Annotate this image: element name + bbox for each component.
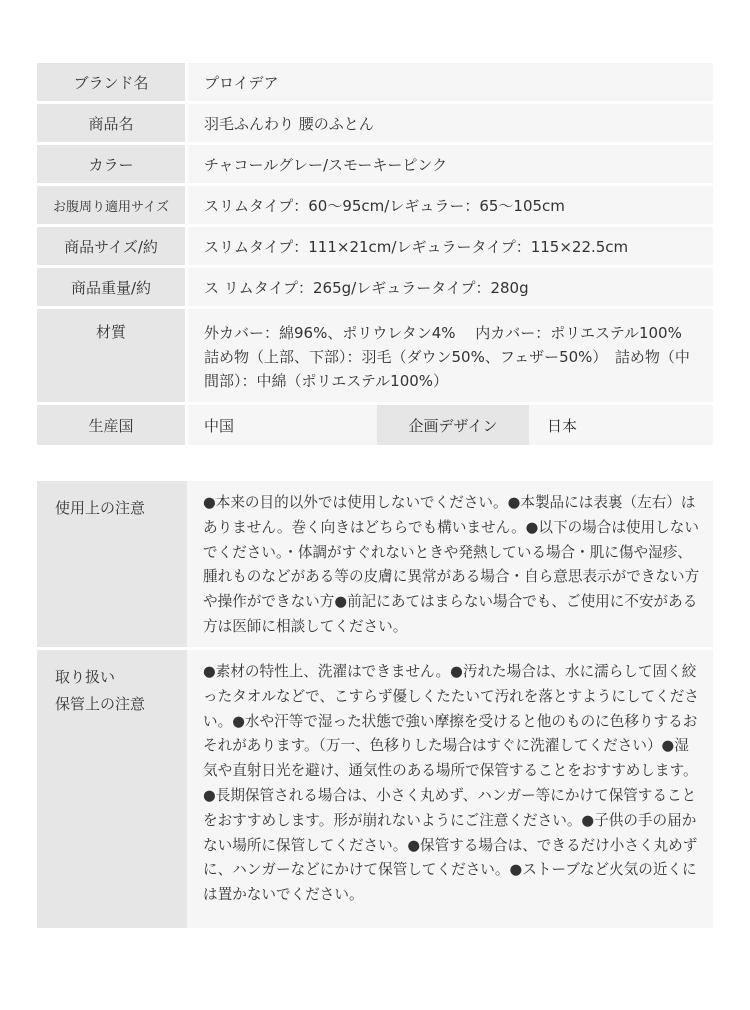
spec-label-design: 企画デザイン (377, 405, 529, 445)
spec-value-weight: ス リムタイプ：265g/レギュラータイプ：280g (188, 268, 713, 306)
spec-label-product-size: 商品サイズ/約 (37, 227, 185, 265)
spec-row-color (37, 145, 713, 183)
spec-row-material (37, 309, 713, 402)
spec-label-brand: ブランド名 (37, 63, 185, 101)
spec-label-color: カラー (37, 145, 185, 183)
spec-row-origin (37, 405, 713, 445)
note-label-storage-line1: 取り扱い (55, 668, 116, 686)
note-label-storage (37, 650, 187, 928)
spec-value-design: 日本 (529, 405, 713, 445)
note-label-storage-line2: 保管上の注意 (55, 695, 146, 713)
spec-value-material: 外カバー：綿96%、ポリウレタン4% 内カバー：ポリエステル100% 詰め物（上部、下部）：羽毛（ダウン50%、フェザー50%） 詰め物（中間部）：中綿（ポリエステル100%） (188, 309, 713, 402)
spec-label-material: 材質 (37, 309, 185, 402)
notes-table (37, 481, 713, 928)
spec-value-origin: 中国 (188, 405, 377, 445)
spec-row-product-name (37, 104, 713, 142)
spec-row-product-size (37, 227, 713, 265)
spec-row-brand (37, 63, 713, 101)
note-label-usage-line1: 使用上の注意 (55, 499, 146, 517)
spec-row-weight (37, 268, 713, 306)
note-label-usage (37, 481, 187, 647)
note-text-usage: ●本来の目的以外では使用しないでください。●本製品には表裏（左右）はありません。巻く向きはどちらでも構いません。●以下の場合は使用しないでください。・体調がすぐれないときや発熱している場合・肌に傷や湿疹、腫れものなどがある等の皮膚に異常がある場合・自ら意思表示ができない方や操作ができない方●前記にあてはまらない場合でも、ご使用に不安がある方は医師に相談してください。 (187, 481, 713, 647)
note-text-storage: ●素材の特性上、洗濯はできません。●汚れた場合は、水に濡らして固く絞ったタオルなどで、こすらず優しくたたいて汚れを落とすようにしてください。●水や汗等で湿った状態で強い摩擦を受けると他のものに色移りするおそれがあります。（万一、色移りした場合はすぐに洗濯してください）●湿気や直射日光を避け、通気性のある場所で保管することをおすすめします。●長期保管される場合は、小さく丸めず、ハンガー等にかけて保管することをおすすめします。形が崩れないようにご注意ください。●子供の手の届かない場所に保管してください。●保管する場合は、できるだけ小さく丸めずに、ハンガーなどにかけて保管してください。●ストーブなど火気の近くには置かないでください。 (187, 650, 713, 928)
spec-value-product-size: スリムタイプ：111×21cm/レギュラータイプ：115×22.5cm (188, 227, 713, 265)
spec-label-weight: 商品重量/約 (37, 268, 185, 306)
spec-value-color: チャコールグレー/スモーキーピンク (188, 145, 713, 183)
spec-value-waist-size: スリムタイプ：60〜95cm/レギュラー：65〜105cm (188, 186, 713, 224)
spec-origin-split (188, 405, 713, 445)
spec-value-brand: プロイデア (188, 63, 713, 101)
spec-label-waist-size: お腹周り適用サイズ (37, 186, 185, 224)
spec-label-product-name: 商品名 (37, 104, 185, 142)
note-row-usage (37, 481, 713, 647)
spec-table (37, 63, 713, 445)
spec-row-waist-size (37, 186, 713, 224)
note-row-storage (37, 650, 713, 928)
spec-value-product-name: 羽毛ふんわり 腰のふとん (188, 104, 713, 142)
spec-label-origin: 生産国 (37, 405, 185, 445)
